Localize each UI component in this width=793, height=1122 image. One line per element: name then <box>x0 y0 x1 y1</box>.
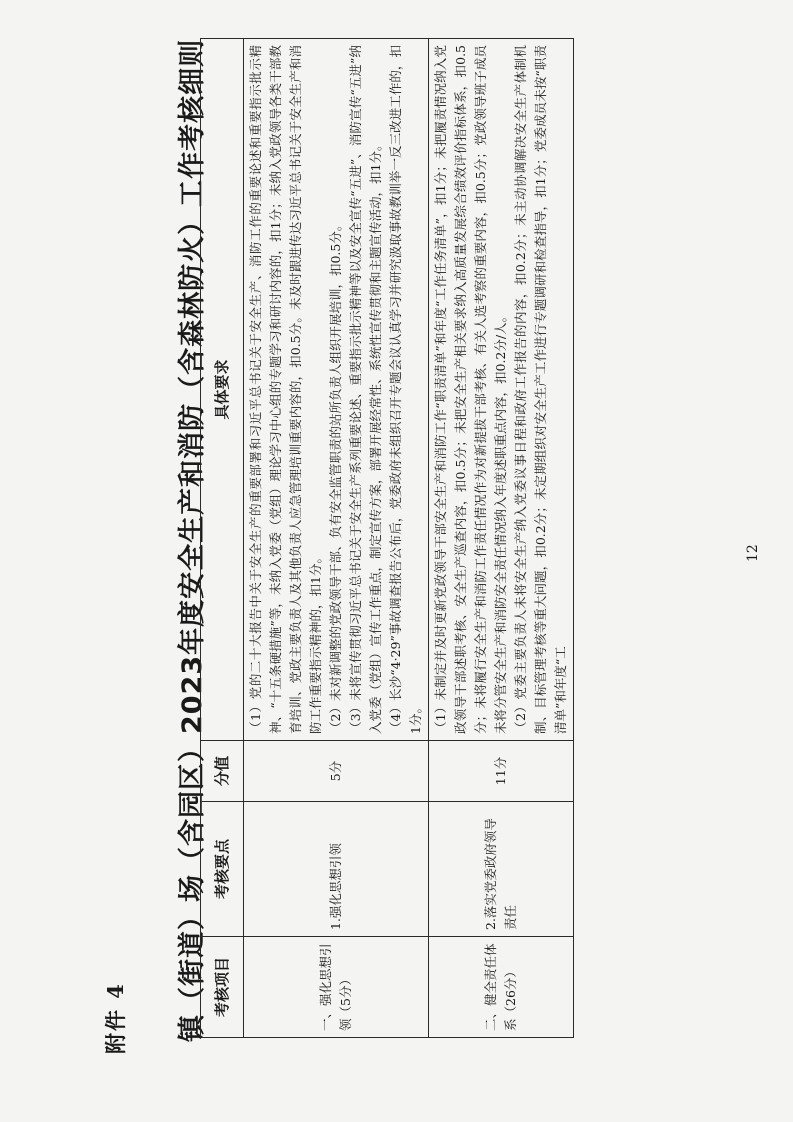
header-item: 考核项目 <box>201 937 244 1038</box>
point-cell: 2.落实党委政府领导责任 <box>429 802 574 937</box>
score-cell: 5分 <box>244 741 429 802</box>
header-point: 考核要点 <box>201 802 244 937</box>
table-row <box>429 39 574 1038</box>
page-title: 镇（街道）场（含园区）2023年度安全生产和消防（含森林防火）工作考核细则 <box>177 38 208 1042</box>
point-cell: 1.强化思想引领 <box>244 802 429 937</box>
requirement-cell <box>429 39 574 741</box>
assessment-table <box>200 38 574 1038</box>
annex-label: 附件 4 <box>103 982 128 1054</box>
table-header-row <box>201 39 244 1038</box>
item-cell: 二、健全责任体系（26分） <box>429 937 574 1038</box>
requirement-cell <box>244 39 429 741</box>
header-requirement: 具体要求 <box>201 39 244 741</box>
page-number: 12 <box>745 544 761 562</box>
requirement-line: （1）未制定并及时更新党政领导干部安全生产和消防工作“职责清单”和年度“工作任务清单”，扣1分；未把履责情况纳入党政领导干部述职考核、安全生产巡查内容，扣0.5分；未把安全生产相关要求纳入高质量发展综合绩效评价指标体系，扣0.5分；未将履行安全生产和消防工作责任情况作为对新提拔干部考核、有关人选考察的重要内容，扣0.5分；党政领导班子成员未将分管安全生产和消防安全责任情况纳入年度述职重点内容，扣0.2分/人。 <box>433 45 508 734</box>
requirement-line: （2）党委主要负责人未将安全生产纳入党委议事日程和政府工作报告的内容，扣0.2分；未主动协调解决安全生产体制机制、目标管理考核等重大问题，扣0.2分；未定期组织对安全生产工作进行专题调研和检查指导，扣1分；党委成员未按“职责清单”和年度“工 <box>513 45 568 734</box>
score-cell: 11分 <box>429 741 574 802</box>
header-score: 分值 <box>201 741 244 802</box>
requirement-line: （3）未将宣传贯彻习近平总书记关于安全生产系列重要论述、重要指示批示精神等以及安全宣传“五进”、消防宣传“五进”纳入党委（党组）宣传工作重点，制定宣传方案，部署开展经常性、系统性宣传贯彻和主题宣传活动，扣1分。 <box>348 45 383 734</box>
item-cell: 一、强化思想引领（5分） <box>244 937 429 1038</box>
requirement-line: （1）党的二十大报告中关于安全生产的重要部署和习近平总书记关于安全生产、消防工作的重要论述和重要指示批示精神、“十五条硬措施”等，未纳入党委（党组）理论学习中心组的专题学习和研讨内容的，扣1分；未纳入党政领导各类干部教育培训、党政主要负责人及其他负责人应急管理培训重要内容的，扣0.5分。未及时跟进传达习近平总书记关于安全生产和消防工作重要指示精神的，扣1分。 <box>248 45 323 734</box>
requirement-line: （4）长沙“4·29”事故调查报告公布后，党委政府未组织召开专题会议认真学习并研究汲取事故教训举一反三改进工作的，扣1分。 <box>388 45 423 734</box>
requirement-line: （2）未对新调整的党政领导干部、负有安全监管职责的站所负责人组织开展培训，扣0.5分。 <box>328 218 343 734</box>
table-row <box>244 39 429 1038</box>
